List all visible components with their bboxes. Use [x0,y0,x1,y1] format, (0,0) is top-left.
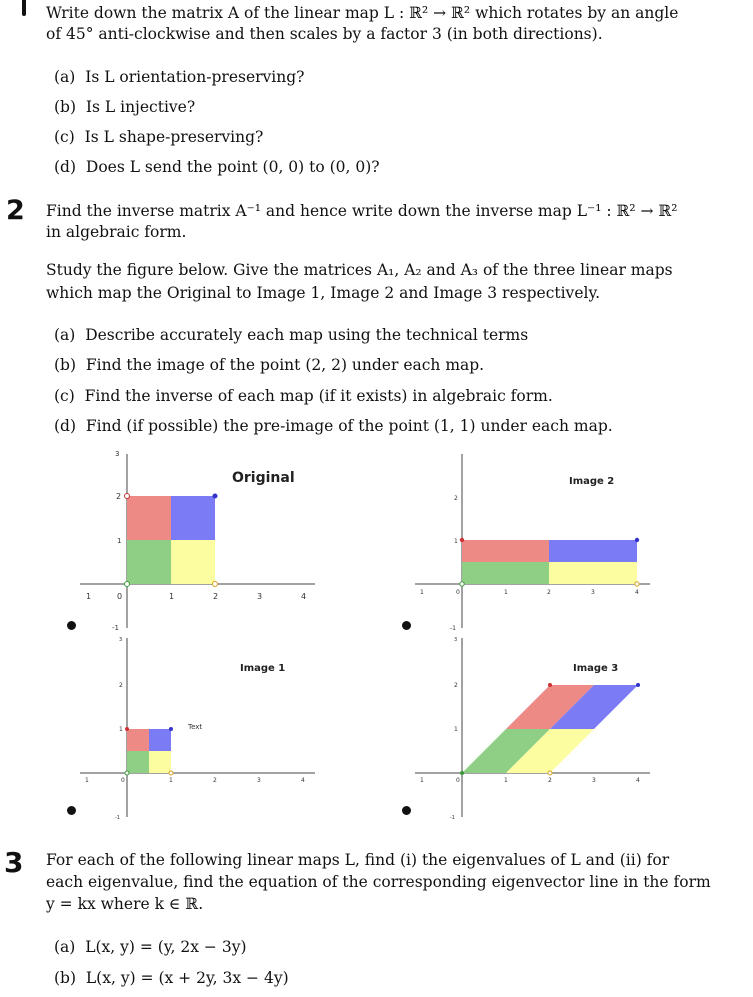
x-tick-label: 2 [548,777,552,784]
q2-line2: in algebraic form. [46,223,187,241]
x-tick-label: 1 [85,777,89,784]
vertex-origin [125,771,129,775]
q3-part-b: (b) L(x, y) = (x + 2y, 3x − 4y) [54,969,289,987]
vertex-4-2 [636,683,640,687]
vertex-2-2 [548,683,552,687]
blue-square [149,729,171,751]
q2-line1: Find the inverse matrix A⁻¹ and hence write down the inverse map L⁻¹ : ℝ² → ℝ² [46,202,678,220]
q1-part-b: (b) Is L injective? [54,98,196,116]
x-tick-label: 4 [635,589,639,596]
x-tick-label: 1 [420,777,424,784]
x-tick-label: 2 [213,592,219,601]
vertex-0-1 [460,538,464,542]
blue-square [171,496,215,540]
figure-bullet [402,806,411,815]
blue-rect [549,540,637,562]
q3-line2: each eigenvalue, find the equation of the corresponding eigenvector line in the form [46,873,711,891]
vertex-origin [125,582,130,587]
y-tick-label: 1 [117,537,122,545]
figure-image-2 [415,446,655,631]
red-square [127,496,171,540]
figure-title: Image 1 [240,663,286,674]
x-tick-label: 2 [547,589,551,596]
q2b-part-b: (b) Find the image of the point (2, 2) under each map. [54,356,485,374]
x-tick-label: 1 [169,777,173,784]
x-tick-label: 0 [456,589,460,596]
question-number-2: 2 [6,195,25,226]
q2b-line2: which map the Original to Image 1, Image 2 and Image 3 respectively. [46,284,601,302]
q3-line1: For each of the following linear maps L, find (i) the eigenvalues of L and (ii) for [46,851,670,869]
green-square [127,751,149,773]
y-tick-label: 1 [119,726,123,733]
q3-part-a: (a) L(x, y) = (y, 2x − 3y) [54,938,247,956]
figure-bullet [67,806,76,815]
green-rect [462,562,549,584]
vertex-origin [460,771,464,775]
red-rect [462,540,549,562]
figure-image-1 [80,635,320,820]
q1-intro-line2: of 45° anti-clockwise and then scales by a factor 3 (in both directions). [46,25,603,43]
vertex-2-0 [213,582,218,587]
y-tick-label: 1 [454,538,458,545]
figure-title: Image 3 [573,663,619,674]
vertex-0-2 [125,494,130,499]
q1-part-c: (c) Is L shape-preserving? [54,128,264,146]
x-tick-label: 1 [169,592,175,601]
y-tick-label: 2 [116,492,122,501]
x-tick-label: 3 [592,777,596,784]
y-tick-label: -1 [450,815,455,821]
q2b-part-c: (c) Find the inverse of each map (if it exists) in algebraic form. [54,387,553,405]
q2b-line1: Study the figure below. Give the matrices A₁, A₂ and A₃ of the three linear maps [46,261,673,279]
vertex-1-0 [169,771,173,775]
q1-intro-line1: Write down the matrix A of the linear map L : ℝ² → ℝ² which rotates by an angle [46,4,679,22]
yellow-square [171,540,215,584]
q2b-part-a: (a) Describe accurately each map using the technical terms [54,326,529,344]
vertex-2-2 [213,494,218,499]
question-number-3: 3 [4,846,24,879]
figure-bullet [67,621,76,630]
y-tick-label: 3 [454,637,458,643]
x-tick-label: 4 [636,777,640,784]
yellow-rect [549,562,637,584]
red-square [127,729,149,751]
figure-title: Original [232,470,295,486]
q1-part-a: (a) Is L orientation-preserving? [54,68,305,86]
x-tick-label: 0 [117,592,123,601]
y-tick-label: 2 [454,495,458,502]
x-tick-label: 3 [257,592,263,601]
green-square [127,540,171,584]
x-tick-label: 3 [591,589,595,596]
y-tick-label: 2 [454,682,458,689]
x-tick-label: 0 [456,777,460,784]
x-tick-label: 1 [504,589,508,596]
x-tick-label: 1 [86,592,92,601]
vertex-4-1 [635,538,639,542]
x-tick-label: 0 [121,777,125,784]
y-tick-label: -1 [115,815,120,821]
y-tick-label: -1 [112,624,119,632]
vertex-1-1 [169,727,173,731]
x-tick-label: 4 [301,592,307,601]
vertex-origin [460,582,464,586]
figure-title: Image 2 [569,476,615,487]
y-tick-label: 3 [119,637,123,643]
vertex-4-0 [635,582,639,586]
figure-bullet [402,621,411,630]
y-tick-label: 1 [454,726,458,733]
yellow-square [149,751,171,773]
q2b-part-d: (d) Find (if possible) the pre-image of the point (1, 1) under each map. [54,417,613,435]
vertex-2-0 [548,771,552,775]
y-tick-label: -1 [450,625,456,632]
y-tick-label: 2 [119,682,123,689]
x-tick-label: 3 [257,777,261,784]
vertex-0-1 [125,727,129,731]
x-tick-label: 1 [504,777,508,784]
figure-annotation: Text [188,723,203,731]
margin-bar-mark [22,0,26,16]
q1-part-d: (d) Does L send the point (0, 0) to (0, 0)? [54,158,380,176]
x-tick-label: 2 [213,777,217,784]
x-tick-label: 1 [420,589,424,596]
y-tick-label: 3 [115,450,120,458]
figure-original [80,446,320,631]
figure-image-3 [415,635,655,820]
x-tick-label: 4 [301,777,305,784]
q3-line3: y = kx where k ∈ ℝ. [46,895,204,913]
